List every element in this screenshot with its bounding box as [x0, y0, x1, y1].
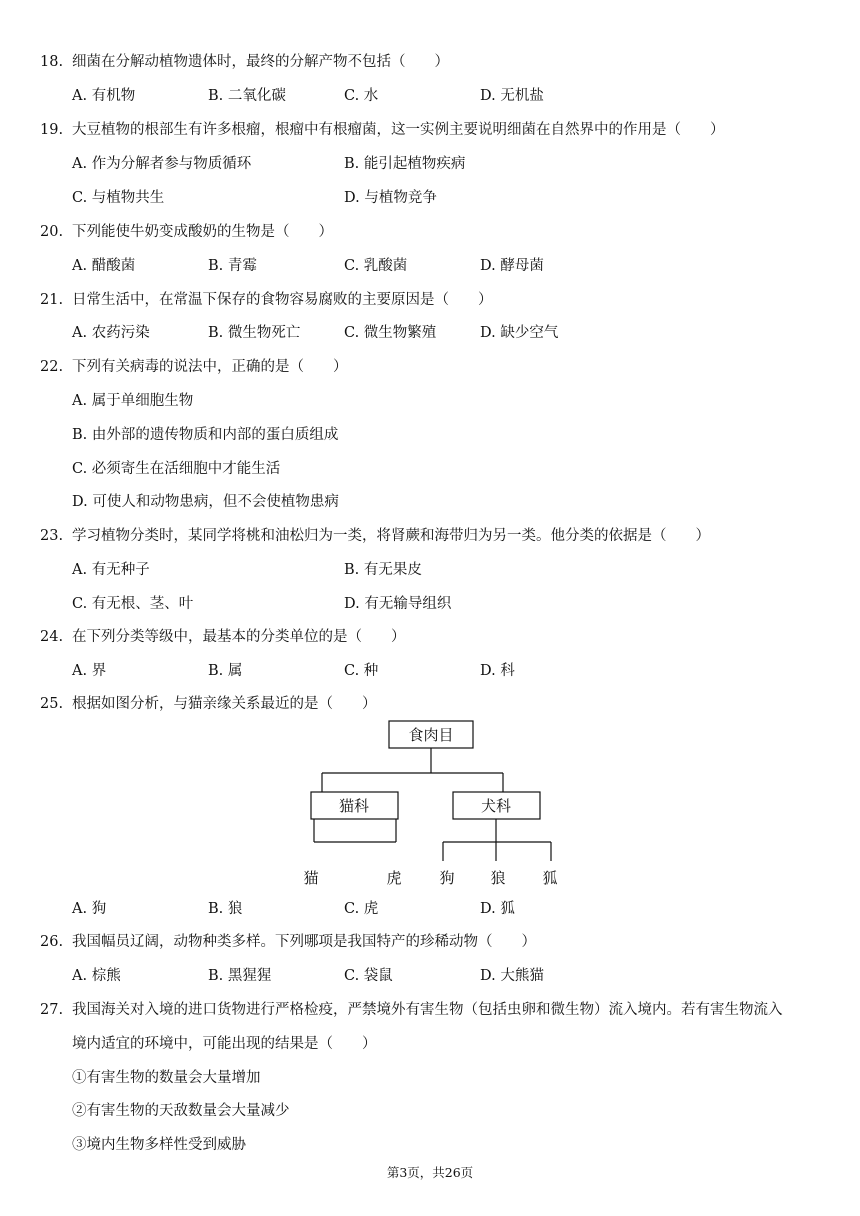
option-b: B. 能引起植物疾病 — [344, 156, 466, 172]
option-d: D. 无机盐 — [480, 88, 544, 104]
option-a: A. 狗 — [72, 901, 107, 917]
question-stem-line-1: 我国海关对入境的进口货物进行严格检疫，严禁境外有害生物（包括虫卵和微生物）流入境内。若有害生物流入 — [72, 1002, 783, 1018]
question-stem: 根据如图分析，与猫亲缘关系最近的是（ ） — [72, 696, 377, 712]
question-number: 23. — [40, 528, 64, 544]
option-b: B. 狼 — [208, 901, 243, 917]
question-stem-line-2: 境内适宜的环境中，可能出现的结果是（ ） — [72, 1036, 377, 1052]
option-c: C. 袋鼠 — [344, 968, 393, 984]
family-left-label: 猫科 — [338, 797, 370, 815]
question-number: 24. — [40, 629, 64, 645]
question-stem: 日常生活中，在常温下保存的食物容易腐败的主要原因是（ ） — [72, 292, 493, 308]
option-b: B. 属 — [208, 663, 243, 679]
option-b: B. 青霉 — [208, 258, 257, 274]
question-stem: 细菌在分解动植物遗体时，最终的分解产物不包括（ ） — [72, 54, 449, 70]
question-number: 21. — [40, 292, 64, 308]
option-c: C. 与植物共生 — [72, 190, 165, 206]
statement-1: ①有害生物的数量会大量增加 — [72, 1070, 261, 1086]
leaf-cat: 猫 — [303, 869, 319, 887]
family-right-label: 犬科 — [480, 797, 512, 815]
question-20 — [40, 220, 333, 241]
statement-3: ③境内生物多样性受到威胁 — [72, 1137, 246, 1153]
option-c: C. 种 — [344, 663, 379, 679]
option-a: A. 属于单细胞生物 — [72, 393, 194, 409]
option-d: D. 狐 — [480, 901, 515, 917]
option-d: D. 缺少空气 — [480, 325, 559, 341]
option-a: A. 作为分解者参与物质循环 — [72, 156, 252, 172]
option-c: C. 必须寄生在活细胞中才能生活 — [72, 461, 281, 477]
question-number: 18. — [40, 54, 64, 70]
option-b: B. 黑猩猩 — [208, 968, 272, 984]
statement-2: ②有害生物的天敌数量会大量减少 — [72, 1103, 290, 1119]
question-number: 26. — [40, 934, 64, 950]
option-a: A. 农药污染 — [72, 325, 150, 341]
option-c: C. 乳酸菌 — [344, 258, 408, 274]
question-26 — [40, 930, 536, 951]
question-stem: 学习植物分类时，某同学将桃和油松归为一类，将肾蕨和海带归为另一类。他分类的依据是（ ） — [72, 528, 710, 544]
option-b: B. 微生物死亡 — [208, 325, 301, 341]
option-a: A. 醋酸菌 — [72, 258, 136, 274]
question-number: 27. — [40, 1002, 64, 1018]
option-a: A. 界 — [72, 663, 107, 679]
question-stem: 大豆植物的根部生有许多根瘤，根瘤中有根瘤菌，这一实例主要说明细菌在自然界中的作用是（ ） — [72, 122, 725, 138]
option-d: D. 大熊猫 — [480, 968, 544, 984]
leaf-tiger: 虎 — [386, 869, 402, 887]
question-number: 19. — [40, 122, 64, 138]
page-footer: 第3页，共26页 — [386, 1165, 474, 1180]
question-25 — [40, 692, 377, 713]
question-number: 20. — [40, 224, 64, 240]
option-d: D. 有无输导组织 — [344, 596, 452, 612]
question-stem: 下列有关病毒的说法中，正确的是（ ） — [72, 359, 348, 375]
leaf-dog: 狗 — [439, 869, 455, 887]
option-c: C. 有无根、茎、叶 — [72, 596, 194, 612]
question-number: 25. — [40, 696, 64, 712]
option-a: A. 有无种子 — [72, 562, 150, 578]
question-stem: 在下列分类等级中，最基本的分类单位的是（ ） — [72, 629, 406, 645]
question-stem: 下列能使牛奶变成酸奶的生物是（ ） — [72, 224, 333, 240]
leaf-fox: 狐 — [542, 869, 558, 887]
leaf-wolf: 狼 — [490, 869, 506, 887]
question-22 — [40, 355, 348, 376]
option-d: D. 与植物竞争 — [344, 190, 437, 206]
option-d: D. 科 — [480, 663, 515, 679]
question-18 — [40, 50, 449, 71]
option-a: A. 有机物 — [72, 88, 136, 104]
option-c: C. 虎 — [344, 901, 379, 917]
question-27 — [40, 998, 783, 1019]
question-19 — [40, 118, 725, 139]
option-b: B. 由外部的遗传物质和内部的蛋白质组成 — [72, 427, 339, 443]
classification-tree-diagram — [290, 718, 580, 890]
option-b: B. 二氧化碳 — [208, 88, 286, 104]
root-node-label: 食肉目 — [408, 726, 454, 744]
option-d: D. 可使人和动物患病，但不会使植物患病 — [72, 494, 339, 510]
option-d: D. 酵母菌 — [480, 258, 544, 274]
option-c: C. 微生物繁殖 — [344, 325, 437, 341]
option-a: A. 棕熊 — [72, 968, 121, 984]
option-b: B. 有无果皮 — [344, 562, 422, 578]
question-stem: 我国幅员辽阔，动物种类多样。下列哪项是我国特产的珍稀动物（ ） — [72, 934, 536, 950]
question-24 — [40, 625, 406, 646]
question-21 — [40, 288, 493, 309]
question-number: 22. — [40, 359, 64, 375]
question-23 — [40, 524, 710, 545]
option-c: C. 水 — [344, 88, 379, 104]
